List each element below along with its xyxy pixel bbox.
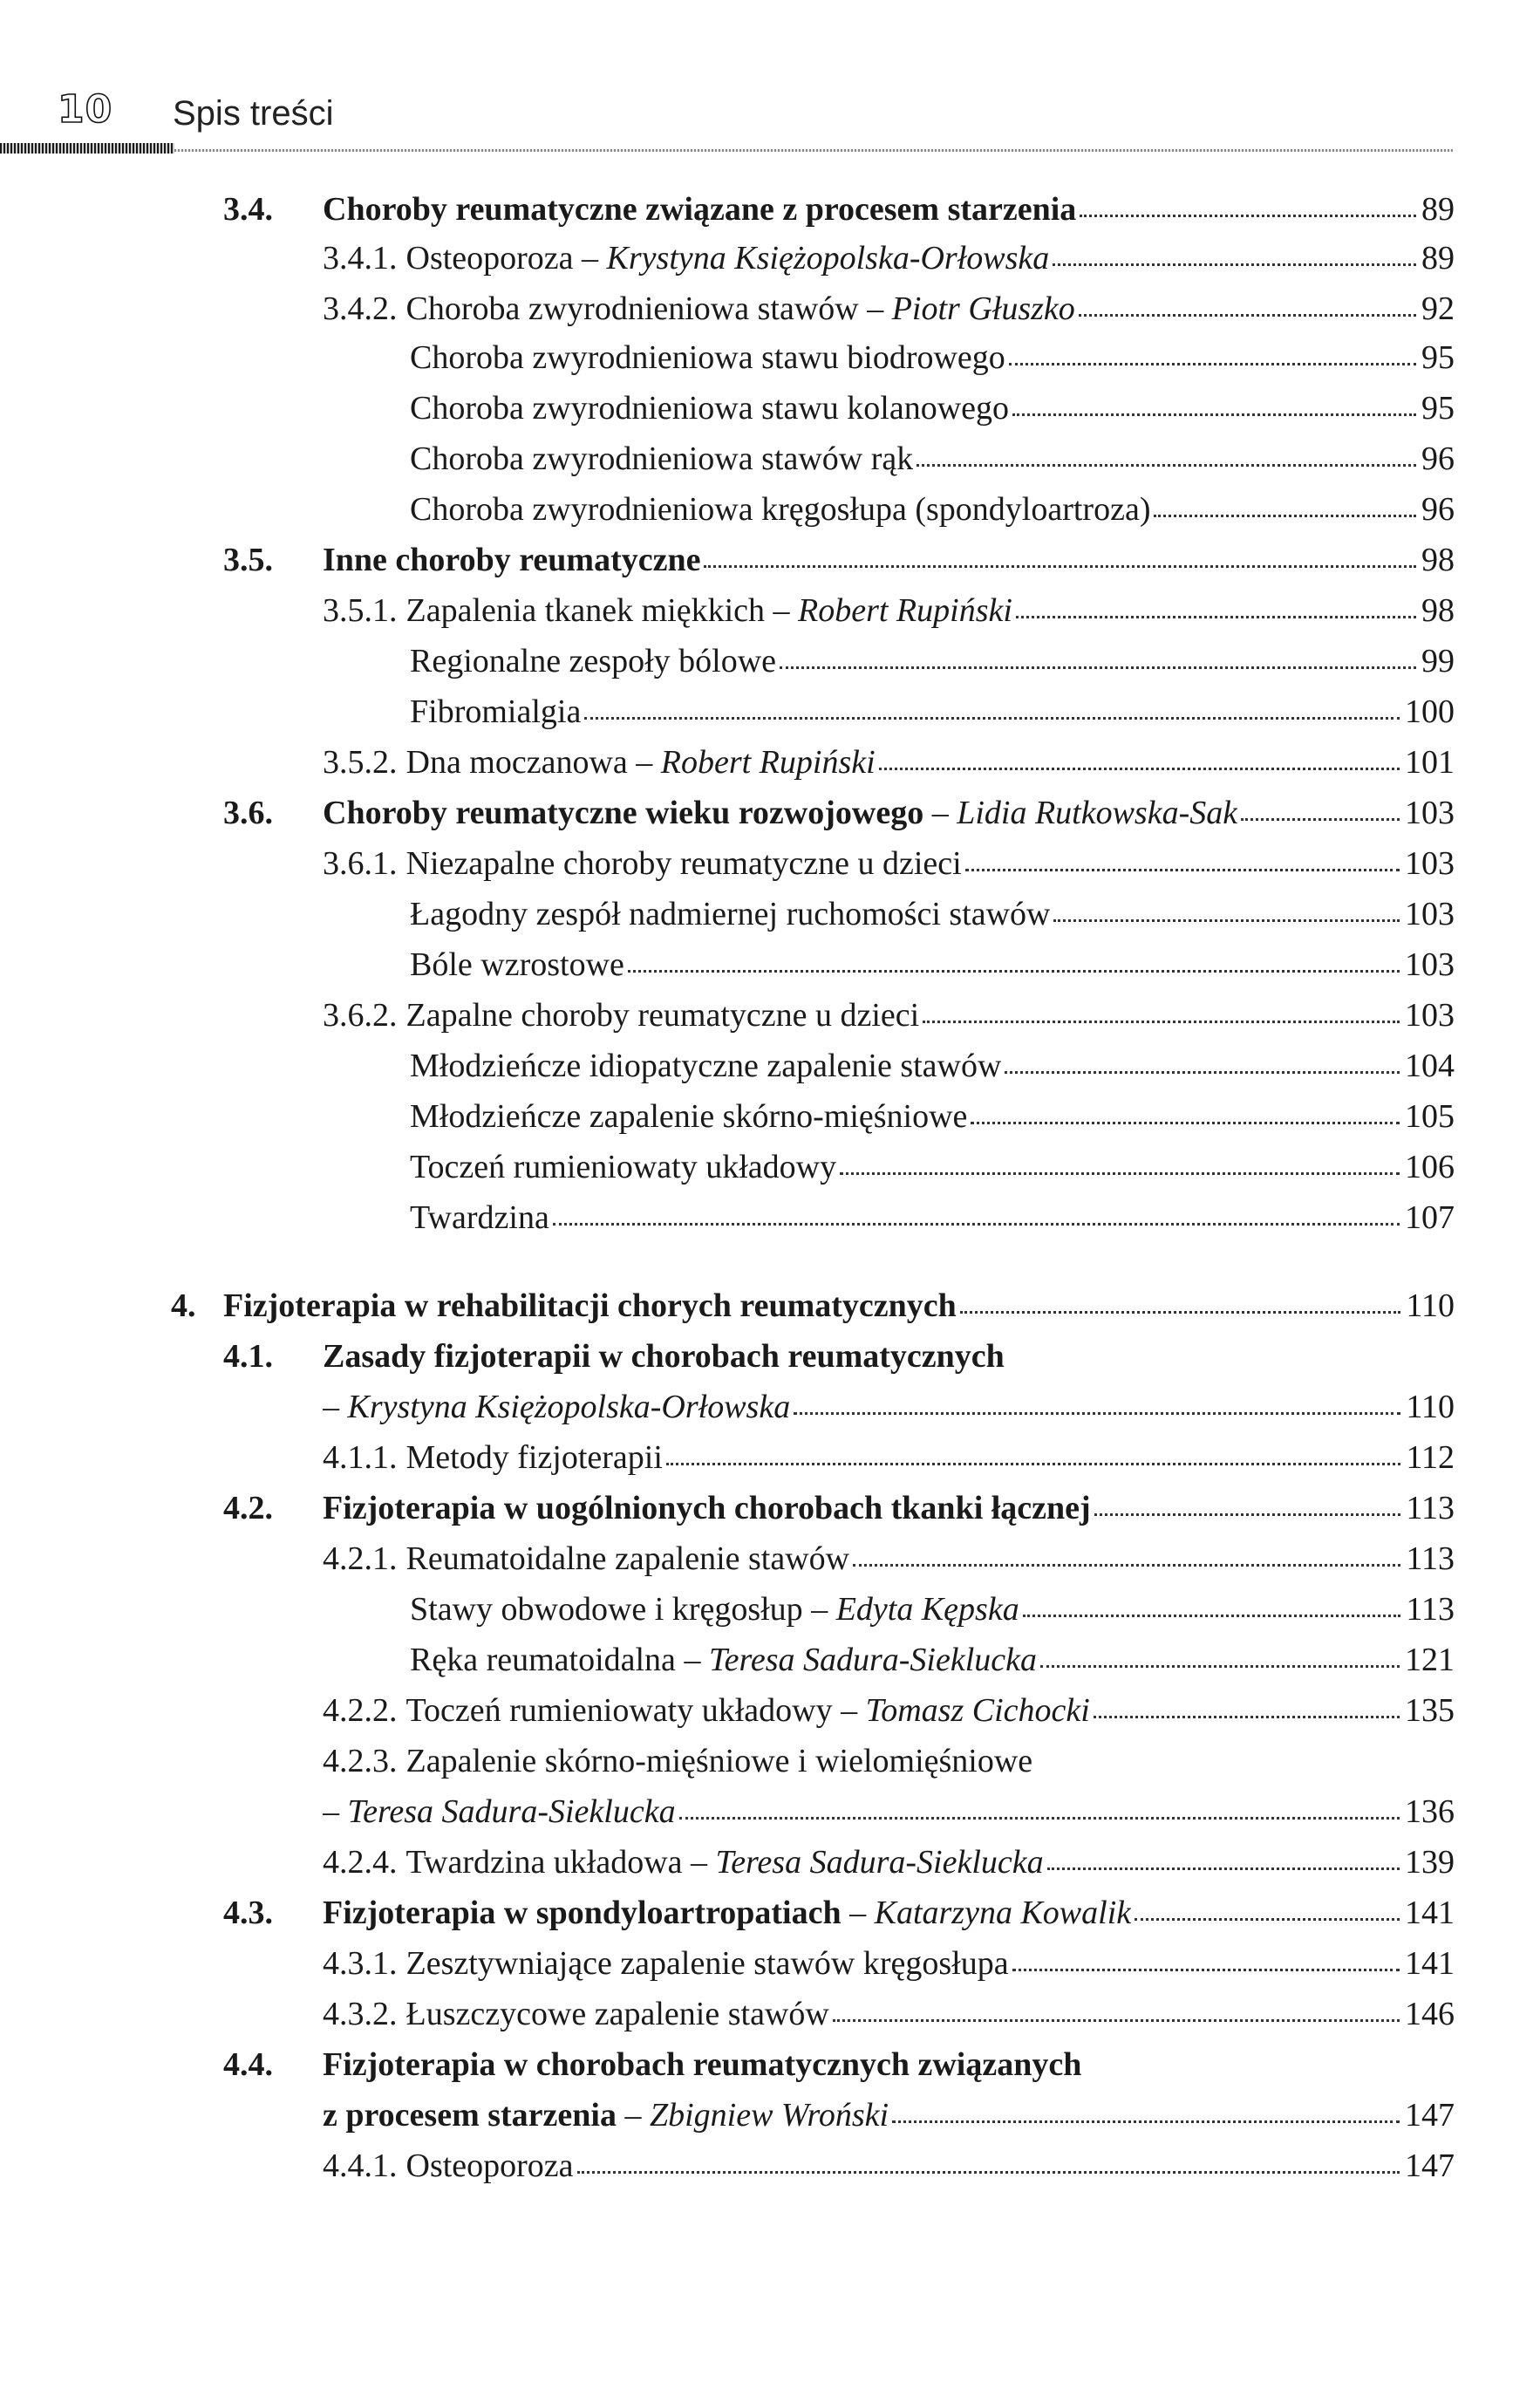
toc-page-number: 110 [1406,1389,1455,1425]
dot-leader [1047,1866,1400,1870]
toc-page-number: 141 [1405,1945,1455,1982]
toc-number: 3.5.2. [323,744,398,781]
toc-title: Choroba zwyrodnieniowa stawu kolanowego [410,390,1010,427]
toc-number: 4.3.2. [323,1996,398,2032]
dot-leader [666,1461,1400,1465]
dot-leader [1079,312,1416,317]
toc-page-number: 141 [1405,1895,1455,1931]
toc-entry [323,1995,1455,2045]
toc-page-number: 113 [1406,1540,1455,1577]
toc-title: Choroba zwyrodnieniowa stawów [405,290,859,327]
toc-entry [323,2096,1455,2147]
toc-entry [410,1198,1455,1249]
toc-entry [223,541,1455,591]
toc-number: 4.4. [223,2046,273,2083]
toc-number: 4.3.1. [323,1945,398,1982]
author-dash: – [675,1642,709,1678]
toc-title: Niezapalne choroby reumatyczne u dzieci [405,845,962,882]
dot-leader [1094,1512,1401,1516]
toc-title: Fizjoterapia w spondyloartropatiach [323,1895,842,1931]
toc-entry [323,1438,1455,1489]
author-dash: – [858,290,892,327]
toc-number: 3.6. [223,795,273,831]
toc-title: Dna moczanowa [405,744,628,781]
toc-title: Inne choroby reumatyczne [323,542,701,578]
toc-entry [323,591,1455,642]
toc-entry [323,2147,1455,2197]
toc-entry [223,2045,1455,2096]
toc-entry [323,1792,1455,1843]
toc-entry [410,642,1455,693]
toc-title: Młodzieńcze idiopatyczne zapalenie stawów [410,1048,1002,1084]
dot-leader [917,462,1416,467]
toc-entry [323,1540,1455,1590]
toc-entry [410,1590,1455,1641]
toc-title: Choroby reumatyczne wieku rozwojowego [323,795,924,831]
toc-author: Piotr Głuszko [891,290,1075,327]
toc-entry [410,693,1455,743]
dot-leader [1023,1613,1401,1617]
dot-leader [584,715,1400,720]
dot-leader [1016,614,1416,618]
toc-page-number: 136 [1405,1793,1455,1830]
toc-page-number: 95 [1421,390,1455,427]
toc-title: Fizjoterapia w chorobach reumatycznych związanych [323,2046,1082,2083]
toc-number: 4.2.1. [323,1540,398,1577]
toc-author: Krystyna Księżopolska-Orłowska [347,1389,791,1425]
dot-leader [1012,412,1416,416]
toc-page-number: 104 [1405,1048,1455,1084]
toc-number: 3.6.2. [323,997,398,1034]
toc-page-number: 113 [1406,1490,1455,1526]
toc-number: 3.4.1. [323,240,398,277]
toc-page-number: 95 [1421,339,1455,376]
dot-leader [923,1019,1400,1023]
author-dash: – [765,592,798,629]
dot-leader [1012,1967,1400,1971]
author-dash: – [923,795,957,831]
dot-leader [679,1815,1400,1820]
toc-number: 4. [171,1287,196,1324]
toc-title: Choroba zwyrodnieniowa stawu biodrowego [410,339,1005,376]
toc-page-number: 89 [1421,240,1455,277]
dot-leader [971,1120,1400,1124]
dot-leader [553,1221,1400,1226]
dot-leader [965,867,1400,871]
dot-leader [1241,816,1400,821]
toc-title: Stawy obwodowe i kręgosłup [410,1591,803,1628]
toc-number: 4.2.3. [323,1743,398,1779]
toc-title: Twardzina układowa [405,1844,683,1881]
toc-title: Łuszczycowe zapalenie stawów [405,1996,829,2032]
toc-page-number: 113 [1406,1591,1455,1628]
author-dash: – [682,1844,716,1881]
toc-number: 3.4.2. [323,290,398,327]
author-dash: – [832,1692,866,1729]
toc-entry [323,844,1455,895]
toc-title: Regionalne zespoły bólowe [410,643,777,679]
toc-author: Robert Rupiński [798,592,1012,629]
toc-entry [410,1047,1455,1097]
toc-author: Teresa Sadura-Sieklucka [715,1844,1044,1881]
dot-leader [1135,1916,1400,1921]
dot-leader [1009,361,1416,365]
toc-entry [323,1691,1455,1742]
toc-author: Teresa Sadura-Sieklucka [708,1642,1038,1678]
dot-leader [577,2169,1400,2174]
toc-title: Młodzieńcze zapalenie skórno-mięśniowe [410,1098,968,1135]
toc-author: Zbigniew Wroński [649,2097,889,2134]
dot-leader [1053,918,1400,922]
toc-title: Zapalenia tkanek miękkich [405,592,765,629]
dot-leader [1040,1663,1400,1668]
toc-title: Choroby reumatyczne związane z procesem starzenia [323,191,1077,228]
toc-author: Tomasz Cichocki [865,1692,1090,1729]
toc-title: Toczeń rumieniowaty układowy [405,1692,833,1729]
toc-title: Ręka reumatoidalna [410,1642,676,1678]
toc-number: 3.5. [223,542,273,578]
toc-entry [223,1894,1455,1944]
toc-page-number: 96 [1421,491,1455,528]
toc-entry [171,1287,1455,1337]
toc-page-number: 103 [1405,845,1455,882]
toc-entry [223,794,1455,844]
toc-author: Krystyna Księżopolska-Orłowska [606,240,1050,277]
toc-page-number: 107 [1405,1199,1455,1236]
toc-title: Twardzina [410,1199,549,1236]
toc-page-number: 100 [1405,693,1455,730]
dot-leader [853,1562,1400,1567]
toc-entry [323,290,1455,340]
toc-entry [410,338,1455,389]
toc-title: Choroba zwyrodnieniowa kręgosłupa (spondyloartroza) [410,491,1151,528]
toc-page-number: 110 [1406,1287,1455,1324]
toc-page-number: 98 [1421,542,1455,578]
toc-author: Katarzyna Kowalik [874,1895,1132,1931]
toc-title: Fizjoterapia w rehabilitacji chorych reumatycznych [223,1287,957,1324]
dot-leader [879,766,1400,770]
toc-title: Fizjoterapia w uogólnionych chorobach tkanki łącznej [323,1490,1091,1526]
toc-page-number: 147 [1405,2147,1455,2184]
toc-title: Łagodny zespół nadmiernej ruchomości stawów [410,896,1051,932]
toc-title: Bóle wzrostowe [410,946,624,983]
toc-entry [323,1742,1455,1792]
author-dash: – [573,240,607,277]
toc-page-number: 92 [1421,290,1455,327]
toc-entry [410,440,1455,490]
toc-page-number: 96 [1421,440,1455,477]
toc-entry [323,743,1455,794]
toc-title: Osteoporoza [405,2147,574,2184]
toc-page-number: 98 [1421,592,1455,629]
toc-title: Zapalne choroby reumatyczne u dzieci [405,997,920,1034]
dot-leader [704,563,1416,568]
toc-page-number: 89 [1421,191,1455,228]
toc-number: 3.4. [223,191,273,228]
toc-title: Metody fizjoterapii [405,1439,663,1476]
toc-page-number: 101 [1405,744,1455,781]
toc-number: 4.2.4. [323,1844,398,1881]
dot-leader [1005,1069,1400,1074]
toc-number: 4.4.1. [323,2147,398,2184]
toc-entry [223,1489,1455,1540]
toc-author: Robert Rupiński [660,744,876,781]
toc-page-number: 121 [1405,1642,1455,1678]
author-dash: – [627,744,661,781]
dot-leader [794,1410,1400,1415]
dot-leader [628,968,1400,973]
running-title: Spis treści [173,94,334,133]
author-dash: – [841,1895,875,1931]
toc-title: Zasady fizjoterapii w chorobach reumatycznych [323,1338,1005,1375]
toc-page-number: 105 [1405,1098,1455,1135]
toc-page-number: 106 [1405,1149,1455,1185]
toc-title: z procesem starzenia [323,2097,617,2134]
toc-entry [323,1843,1455,1894]
dot-leader [840,1171,1400,1175]
toc-page-number: 99 [1421,643,1455,679]
dot-leader [1053,262,1416,266]
toc-entry [410,1148,1455,1198]
toc-title: Zesztywniające zapalenie stawów kręgosłupa [405,1945,1009,1982]
toc-entry [323,1388,1455,1438]
author-dash: – [323,1793,348,1830]
dot-leader [833,2018,1400,2022]
author-dash: – [802,1591,836,1628]
toc-author: Lidia Rutkowska-Sak [957,795,1238,831]
toc-number: 3.5.1. [323,592,398,629]
toc-title: Zapalenie skórno-mięśniowe i wielomięśniowe [405,1743,1033,1779]
toc-page-number: 139 [1405,1844,1455,1881]
toc-number: 4.2. [223,1490,273,1526]
toc-entry [223,1337,1455,1388]
toc-page-number: 135 [1405,1692,1455,1729]
toc-entry [323,239,1455,290]
toc-entry [410,1641,1455,1691]
toc-page-number: 112 [1406,1439,1455,1476]
toc-entry [410,1097,1455,1148]
toc-entry [410,490,1455,541]
toc-number: 4.3. [223,1895,273,1931]
dot-leader [1094,1714,1400,1718]
toc-page-number: 103 [1405,795,1455,831]
toc-entry [323,1944,1455,1995]
toc-entry [223,190,1455,241]
toc-title: Reumatoidalne zapalenie stawów [405,1540,850,1577]
toc-author: Teresa Sadura-Sieklucka [347,1793,676,1830]
toc-page-number: 103 [1405,946,1455,983]
toc-number: 4.1.1. [323,1439,398,1476]
toc-page-number: 146 [1405,1996,1455,2032]
toc-entry [410,895,1455,946]
dot-leader [780,665,1416,669]
dot-leader [1154,513,1416,517]
toc-entry [410,946,1455,996]
toc-author: Edyta Kępska [835,1591,1019,1628]
dot-leader [892,2119,1400,2123]
toc-title: Fibromialgia [410,693,582,730]
toc-entry [323,996,1455,1047]
page-number: 10 [58,87,113,132]
toc-entry [410,389,1455,440]
toc-number: 4.2.2. [323,1692,398,1729]
dot-leader [960,1309,1401,1314]
toc-page-number: 103 [1405,997,1455,1034]
toc-page-number: 103 [1405,896,1455,932]
toc-title: Toczeń rumieniowaty układowy [410,1149,837,1185]
toc-title: Osteoporoza [405,240,574,277]
dot-leader [1080,213,1416,217]
toc-title: Choroba zwyrodnieniowa stawów rąk [410,440,914,477]
author-dash: – [323,1389,348,1425]
toc-number: 3.6.1. [323,845,398,882]
toc-page-number: 147 [1405,2097,1455,2134]
toc-number: 4.1. [223,1338,273,1375]
author-dash: – [616,2097,650,2134]
